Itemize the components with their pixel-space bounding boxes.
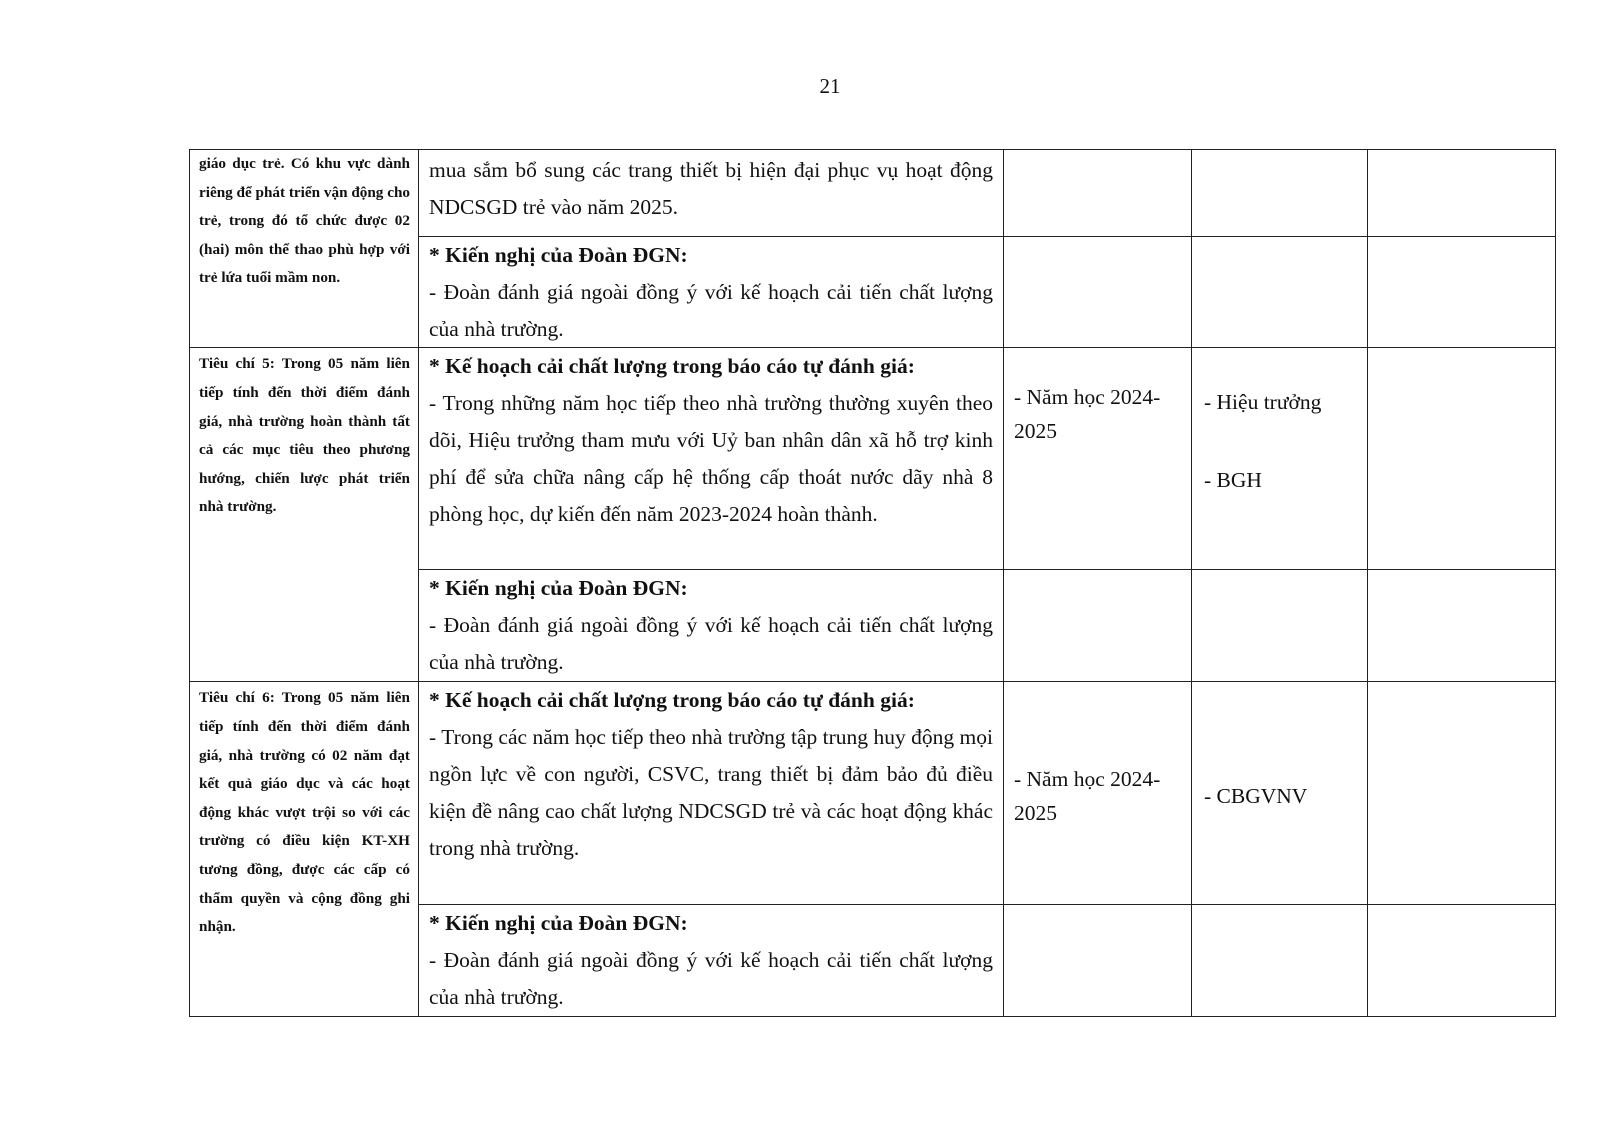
person-cell bbox=[1192, 348, 1368, 570]
time-text: - Năm học 2024-2025 bbox=[1014, 385, 1161, 444]
recommendation-text: - Đoàn đánh giá ngoài đồng ý với kế hoạch cải tiến chất lượng của nhà trường. bbox=[429, 279, 993, 341]
time-cell bbox=[1004, 348, 1192, 570]
criterion-text: Tiêu chí 6: Trong 05 năm liên tiếp tính đến thời điểm đánh giá, nhà trường có 02 năm đạt kết quả giáo dục và các hoạt động khác vượt trội so với các trường có điều kiện KT-XH tương đồng, được các cấp có thẩm quyền và cộng đồng ghi nhận. bbox=[199, 689, 410, 936]
content-text: mua sắm bổ sung các trang thiết bị hiện đại phục vụ hoạt động NDCSGD trẻ vào năm 2025. bbox=[429, 158, 993, 219]
plan-text: - Trong các năm học tiếp theo nhà trường tập trung huy động mọi ngồn lực về con người, CSVC, trang thiết bị đảm bảo đủ điều kiện đề nâng cao chất lượng NDCSGD trẻ và các hoạt động khác trong nhà trường. bbox=[429, 725, 993, 860]
time-text: - Năm học 2024-2025 bbox=[1014, 767, 1161, 826]
time-cell bbox=[1004, 150, 1192, 237]
note-cell bbox=[1368, 150, 1556, 237]
plan-cell bbox=[419, 682, 1004, 905]
plan-cell bbox=[419, 348, 1004, 570]
table-row bbox=[190, 682, 1556, 905]
person-cell bbox=[1192, 682, 1368, 905]
plan-text: - Trong những năm học tiếp theo nhà trường thường xuyên theo dõi, Hiệu trưởng tham mưu với Uỷ ban nhân dân xã hỗ trợ kinh phí để sửa chữa nâng cấp hệ thống cấp thoát nước dãy nhà 8 phòng học, dự kiến đến năm 2023-2024 hoàn thành. bbox=[429, 391, 993, 526]
note-cell bbox=[1368, 237, 1556, 348]
criterion-cell bbox=[190, 682, 419, 1017]
person-cell bbox=[1192, 570, 1368, 682]
person-cell bbox=[1192, 905, 1368, 1017]
page-number: 21 bbox=[819, 74, 841, 98]
time-cell bbox=[1004, 905, 1192, 1017]
criterion-cell bbox=[190, 348, 419, 682]
time-cell bbox=[1004, 237, 1192, 348]
recommendation-cell bbox=[419, 905, 1004, 1017]
improvement-plan-table bbox=[189, 149, 1556, 1017]
criterion-cell bbox=[190, 150, 419, 348]
person-text: - BGH bbox=[1204, 468, 1262, 493]
recommendation-cell bbox=[419, 237, 1004, 348]
plan-heading: * Kế hoạch cải chất lượng trong báo cáo tự đánh giá: bbox=[429, 688, 915, 713]
recommendation-text: - Đoàn đánh giá ngoài đồng ý với kế hoạch cải tiến chất lượng của nhà trường. bbox=[429, 948, 993, 1009]
note-cell bbox=[1368, 905, 1556, 1017]
content-cell bbox=[419, 150, 1004, 237]
recommendation-heading: * Kiến nghị của Đoàn ĐGN: bbox=[429, 243, 688, 267]
person-text: - Hiệu trưởng bbox=[1204, 390, 1322, 415]
person-cell bbox=[1192, 237, 1368, 348]
note-cell bbox=[1368, 682, 1556, 905]
person-text: - CBGVNV bbox=[1204, 783, 1308, 808]
note-cell bbox=[1368, 570, 1556, 682]
table-row bbox=[190, 348, 1556, 570]
time-cell bbox=[1004, 682, 1192, 905]
criterion-text: giáo dục trẻ. Có khu vực dành riêng để phát triển vận động cho trẻ, trong đó tổ chức được 02 (hai) môn thể thao phù hợp với trẻ lứa tuổi mầm non. bbox=[199, 155, 410, 287]
person-cell bbox=[1192, 150, 1368, 237]
recommendation-heading: * Kiến nghị của Đoàn ĐGN: bbox=[429, 576, 688, 601]
recommendation-heading: * Kiến nghị của Đoàn ĐGN: bbox=[429, 911, 688, 936]
time-cell bbox=[1004, 570, 1192, 682]
recommendation-cell bbox=[419, 570, 1004, 682]
table-row bbox=[190, 150, 1556, 237]
plan-heading: * Kế hoạch cải chất lượng trong báo cáo tự đánh giá: bbox=[429, 354, 915, 379]
criterion-text: Tiêu chí 5: Trong 05 năm liên tiếp tính đến thời điểm đánh giá, nhà trường hoàn thành tất cả các mục tiêu theo phương hướng, chiến lược phát triển nhà trường. bbox=[199, 355, 410, 516]
note-cell bbox=[1368, 348, 1556, 570]
recommendation-text: - Đoàn đánh giá ngoài đồng ý với kế hoạch cải tiến chất lượng của nhà trường. bbox=[429, 613, 993, 674]
